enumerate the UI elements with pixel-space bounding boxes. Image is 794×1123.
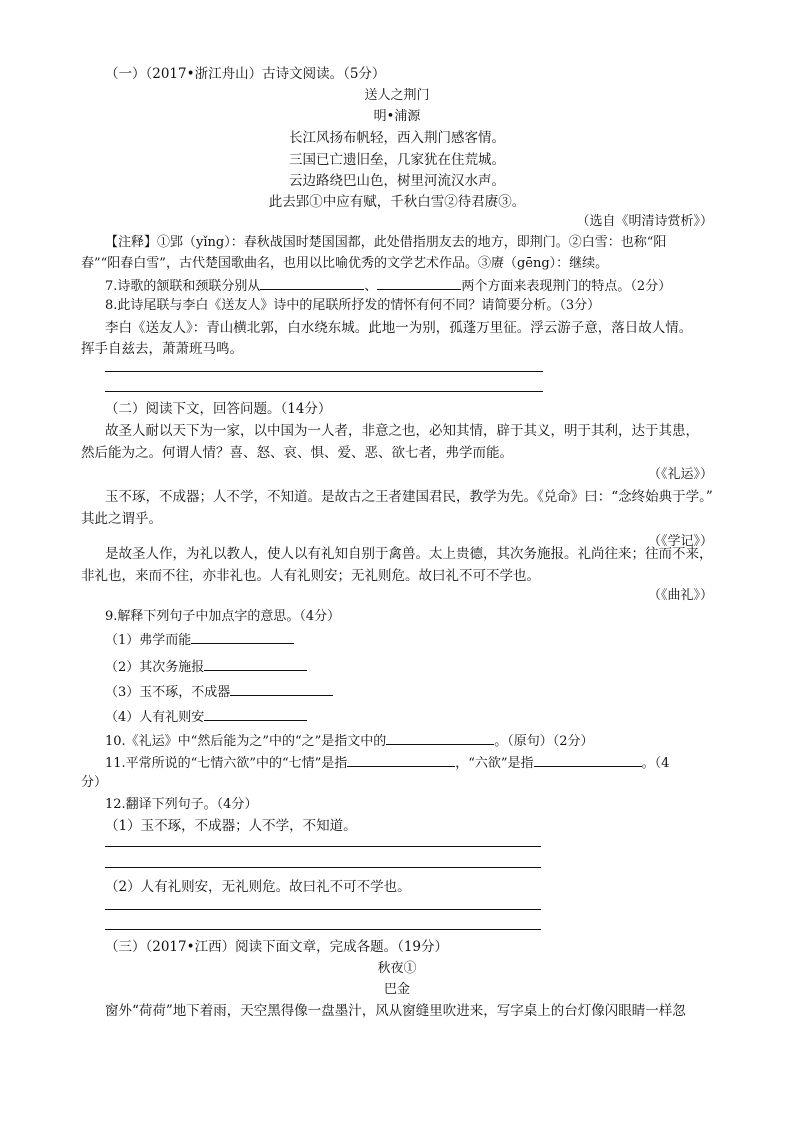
libai-poem: 挥手自兹去，萧萧班马鸣。 [81, 341, 243, 357]
section-2-heading: （二）阅读下文，回答问题。（14分） [105, 401, 332, 417]
passage-source: （《曲礼》） [647, 588, 713, 603]
poem-line: 长江风扬布帆轻，西入荆门感客情。 [289, 130, 505, 146]
answer-blank[interactable] [191, 629, 294, 644]
classical-passage: 玉不琢，不成器；人不学，不知道。是故古之王者建国君民，教学为先。《兑命》曰：“念终始典于学。” [105, 489, 713, 505]
question-11-cont: 分） [81, 775, 108, 790]
answer-blank[interactable] [260, 275, 364, 290]
answer-blank[interactable] [377, 275, 461, 290]
question-12: 12.翻译下列句子。（4分） [105, 797, 258, 812]
answer-line[interactable] [105, 846, 541, 847]
question-9-item: （1）弗学而能 [105, 629, 741, 651]
libai-poem: 李白《送友人》：青山横北郭，白水绕东城。此地一为别，孤蓬万里征。浮云游子意，落日故人情。 [105, 320, 693, 336]
classical-passage: 然后能为之。何谓人情？喜、怒、哀、惧、爱、恶、欲七者，弗学而能。 [81, 445, 513, 461]
poem-source: （选自《明清诗赏析》） [576, 214, 713, 229]
question-11: 11.平常所说的“七情六欲”中的“七情”是指 ，“六欲”是指 。（4 [105, 752, 741, 774]
poem-line: 此去郢①中应有赋，千秋白雪②待君赓③。 [268, 194, 526, 210]
passage-source: （《学记》） [647, 534, 713, 549]
question-9: 9.解释下列句子中加点字的意思。（4分） [105, 609, 341, 624]
answer-line[interactable] [105, 391, 543, 392]
answer-line[interactable] [105, 371, 543, 372]
classical-passage: 是故圣人作，为礼以教人，使人以有礼知自别于禽兽。太上贵德，其次务施报。礼尚往来；往而不来， [105, 546, 713, 562]
question-7: 7.诗歌的颔联和颈联分别从 、 两个方面来表现荆门的特点。（2分） [105, 275, 741, 297]
answer-blank[interactable] [204, 706, 307, 721]
question-9-item: （3）玉不琢，不成器 [105, 681, 741, 703]
answer-blank[interactable] [204, 656, 307, 671]
poem-title: 送人之荆门 [364, 88, 430, 103]
article-title: 秋夜① [377, 961, 417, 976]
question-12-item: （2）人有礼则安，无礼则危。故曰礼不可不学也。 [105, 879, 411, 895]
section-1-heading: （一）（2017•浙江舟山）古诗文阅读。（5分） [105, 66, 386, 82]
answer-line[interactable] [105, 929, 541, 930]
answer-blank[interactable] [534, 752, 642, 767]
article-author: 巴金 [383, 982, 410, 997]
answer-line[interactable] [105, 909, 541, 910]
classical-passage: 故圣人耐以天下为一家，以中国为一人者，非意之也，必知其情，辟于其义，明于其利，达于其患， [105, 423, 699, 439]
question-9-item: （4）人有礼则安 [105, 706, 741, 728]
passage-source: （《礼运》） [647, 467, 713, 482]
poem-line: 云边路绕巴山色，树里河流汉水声。 [289, 173, 505, 189]
classical-passage: 非礼也，来而不往，亦非礼也。人有礼则安；无礼则危。故曰礼不可不学也。 [81, 568, 540, 584]
question-9-item: （2）其次务施报 [105, 656, 741, 678]
question-8: 8.此诗尾联与李白《送友人》诗中的尾联所抒发的情怀有何不同？请简要分析。（3分） [105, 298, 601, 313]
answer-blank[interactable] [386, 730, 494, 745]
question-10: 10.《礼运》中“然后能为之”中的“之”是指文中的 。（原句）（2分） [105, 730, 741, 752]
poem-note: 【注释】①郢（yǐng）：春秋战国时楚国国都，此处借指朋友去的地方，即荆门。②白雪：也称“阳 [105, 235, 667, 250]
poem-author: 明•浦源 [373, 109, 421, 124]
answer-line[interactable] [105, 867, 541, 868]
answer-blank[interactable] [347, 752, 455, 767]
poem-note: 春”“阳春白雪”，古代楚国歌曲名，也用以比喻优秀的文学艺术作品。③赓（gēng）：继续。 [81, 256, 609, 271]
article-paragraph: 窗外“荷荷”地下着雨，天空黑得像一盘墨汁，风从窗缝里吹进来，写字桌上的台灯像闪眼睛一样忽 [105, 1003, 686, 1019]
section-3-heading: （三）（2017•江西）阅读下面文章，完成各题。（19分） [105, 939, 448, 955]
question-12-item: （1）玉不琢，不成器；人不学，不知道。 [105, 818, 357, 834]
classical-passage: 其此之谓乎。 [81, 511, 162, 527]
answer-blank[interactable] [230, 681, 333, 696]
poem-line: 三国已亡遗旧垒，几家犹在住荒城。 [289, 152, 505, 168]
